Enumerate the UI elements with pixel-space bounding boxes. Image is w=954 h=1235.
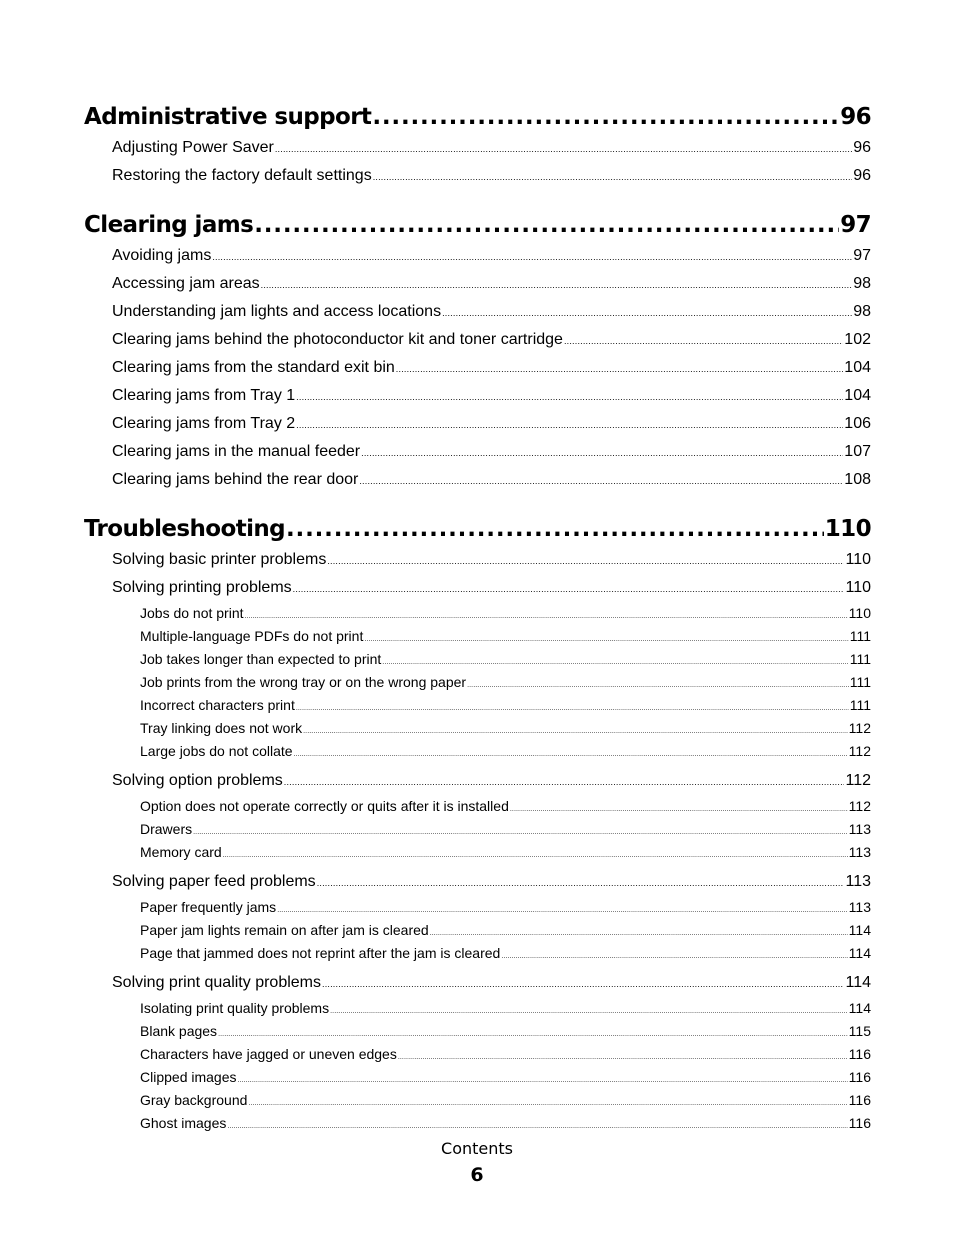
toc-dot-leader bbox=[223, 844, 848, 867]
toc-entry-title: Drawers bbox=[140, 821, 193, 837]
toc-dot-leader bbox=[296, 697, 849, 720]
toc-section bbox=[84, 410, 871, 438]
toc-dot-leader bbox=[359, 467, 843, 495]
toc-section bbox=[84, 969, 871, 997]
toc-entry-page: 116 bbox=[848, 1046, 871, 1062]
toc-entry-page: 116 bbox=[848, 1092, 871, 1108]
toc-dot-leader bbox=[373, 163, 853, 191]
toc-entry-title: Clearing jams in the manual feeder bbox=[112, 443, 361, 460]
toc-entry-title: Memory card bbox=[140, 844, 222, 860]
toc-entry-title: Solving paper feed problems bbox=[112, 873, 316, 890]
toc-dot-leader bbox=[286, 512, 824, 546]
toc-section bbox=[84, 868, 871, 896]
toc-entry-page: 113 bbox=[848, 844, 871, 860]
toc-entry-page: 107 bbox=[844, 443, 871, 460]
toc-section bbox=[84, 298, 871, 326]
toc-entry-title: Clearing jams from the standard exit bin bbox=[112, 359, 395, 376]
toc-dot-leader bbox=[398, 1046, 848, 1069]
toc-section bbox=[84, 162, 871, 190]
toc-subsection bbox=[84, 1043, 871, 1066]
toc-entry-title: Solving printing problems bbox=[112, 579, 292, 596]
toc-entry-page: 110 bbox=[824, 516, 871, 542]
toc-entry-page: 111 bbox=[849, 674, 871, 690]
toc-dot-leader bbox=[361, 439, 843, 467]
toc-entry-title: Job prints from the wrong tray or on the wrong paper bbox=[140, 674, 467, 690]
toc-dot-leader bbox=[294, 743, 848, 766]
toc-section bbox=[84, 242, 871, 270]
toc-dot-leader bbox=[238, 1069, 848, 1092]
toc-entry-page: 102 bbox=[844, 331, 871, 348]
toc-entry-page: 112 bbox=[848, 720, 871, 736]
toc-dot-leader bbox=[303, 720, 848, 743]
toc-section bbox=[84, 270, 871, 298]
toc-section bbox=[84, 466, 871, 494]
toc-dot-leader bbox=[501, 945, 847, 968]
toc-dot-leader bbox=[293, 575, 845, 603]
toc-entry-title: Incorrect characters print bbox=[140, 697, 295, 713]
toc-entry-page: 116 bbox=[848, 1069, 871, 1085]
toc-dot-leader bbox=[261, 271, 853, 299]
toc-entry-page: 106 bbox=[844, 415, 871, 432]
toc-entry-page: 114 bbox=[848, 1000, 871, 1016]
toc-entry-page: 110 bbox=[845, 551, 871, 568]
toc-dot-leader bbox=[330, 1000, 848, 1023]
toc-subsection bbox=[84, 1112, 871, 1135]
toc-dot-leader bbox=[327, 547, 844, 575]
toc-entry-title: Multiple-language PDFs do not print bbox=[140, 628, 364, 644]
toc-subsection bbox=[84, 671, 871, 694]
toc-dot-leader bbox=[364, 628, 848, 651]
toc-entry-title: Clearing jams behind the photoconductor kit and toner cartridge bbox=[112, 331, 563, 348]
toc-entry-title: Solving option problems bbox=[112, 772, 283, 789]
toc-dot-leader bbox=[317, 869, 845, 897]
toc-chapter bbox=[84, 100, 871, 134]
toc-entry-page: 110 bbox=[848, 605, 871, 621]
toc-entry-title: Clipped images bbox=[140, 1069, 237, 1085]
toc-entry-title: Jobs do not print bbox=[140, 605, 244, 621]
toc-entry-title: Blank pages bbox=[140, 1023, 218, 1039]
toc-dot-leader bbox=[396, 355, 844, 383]
toc-entry-title: Clearing jams from Tray 1 bbox=[112, 387, 296, 404]
toc-chapter bbox=[84, 512, 871, 546]
toc-entry-page: 110 bbox=[845, 579, 871, 596]
footer-label: Contents bbox=[441, 1139, 513, 1158]
toc-entry-page: 112 bbox=[848, 743, 871, 759]
toc-dot-leader bbox=[372, 100, 839, 134]
toc-chapter bbox=[84, 208, 871, 242]
toc-entry-page: 111 bbox=[849, 697, 871, 713]
toc-section bbox=[84, 438, 871, 466]
toc-entry-page: 112 bbox=[848, 798, 871, 814]
toc-entry-page: 96 bbox=[840, 104, 871, 130]
toc-entry-page: 97 bbox=[840, 212, 871, 238]
page-number: 6 bbox=[470, 1164, 484, 1186]
toc-dot-leader bbox=[212, 243, 852, 271]
toc-entry-title: Isolating print quality problems bbox=[140, 1000, 330, 1016]
toc-subsection bbox=[84, 1089, 871, 1112]
toc-subsection bbox=[84, 919, 871, 942]
toc-entry-page: 96 bbox=[853, 167, 871, 184]
toc-entry-page: 113 bbox=[845, 873, 871, 890]
toc-section bbox=[84, 382, 871, 410]
toc-entry-title: Gray background bbox=[140, 1092, 248, 1108]
toc-entry-title: Avoiding jams bbox=[112, 247, 212, 264]
toc-subsection bbox=[84, 694, 871, 717]
toc-entry-title: Option does not operate correctly or quits after it is installed bbox=[140, 798, 509, 814]
toc-subsection bbox=[84, 740, 871, 763]
toc-subsection bbox=[84, 1066, 871, 1089]
toc-entry-title: Solving print quality problems bbox=[112, 974, 321, 991]
toc-entry-title: Page that jammed does not reprint after the jam is cleared bbox=[140, 945, 501, 961]
toc-subsection bbox=[84, 1020, 871, 1043]
toc-entry-page: 108 bbox=[844, 471, 871, 488]
table-of-contents bbox=[84, 100, 871, 1135]
toc-subsection bbox=[84, 841, 871, 864]
toc-subsection bbox=[84, 625, 871, 648]
toc-entry-page: 104 bbox=[844, 387, 871, 404]
toc-entry-title: Understanding jam lights and access locations bbox=[112, 303, 442, 320]
toc-entry-title: Job takes longer than expected to print bbox=[140, 651, 382, 667]
toc-entry-page: 111 bbox=[849, 628, 871, 644]
toc-entry-title: Administrative support bbox=[84, 104, 372, 130]
toc-entry-page: 114 bbox=[848, 922, 871, 938]
toc-subsection bbox=[84, 602, 871, 625]
toc-entry-page: 115 bbox=[848, 1023, 871, 1039]
toc-entry-title: Clearing jams from Tray 2 bbox=[112, 415, 296, 432]
toc-entry-title: Solving basic printer problems bbox=[112, 551, 327, 568]
toc-subsection bbox=[84, 942, 871, 965]
toc-dot-leader bbox=[193, 821, 848, 844]
toc-dot-leader bbox=[275, 135, 852, 163]
toc-section bbox=[84, 326, 871, 354]
toc-section bbox=[84, 767, 871, 795]
toc-subsection bbox=[84, 818, 871, 841]
toc-subsection bbox=[84, 717, 871, 740]
toc-subsection bbox=[84, 896, 871, 919]
toc-entry-page: 96 bbox=[853, 139, 871, 156]
toc-section bbox=[84, 354, 871, 382]
toc-entry-page: 111 bbox=[849, 651, 871, 667]
toc-subsection bbox=[84, 795, 871, 818]
toc-entry-title: Troubleshooting bbox=[84, 516, 286, 542]
toc-dot-leader bbox=[296, 411, 843, 439]
toc-entry-title: Paper frequently jams bbox=[140, 899, 277, 915]
toc-dot-leader bbox=[227, 1115, 847, 1138]
toc-section bbox=[84, 574, 871, 602]
toc-entry-title: Adjusting Power Saver bbox=[112, 139, 274, 156]
toc-entry-page: 112 bbox=[845, 772, 871, 789]
toc-entry-page: 116 bbox=[848, 1115, 871, 1131]
toc-entry-title: Ghost images bbox=[140, 1115, 227, 1131]
toc-entry-page: 98 bbox=[853, 303, 871, 320]
toc-dot-leader bbox=[296, 383, 843, 411]
toc-dot-leader bbox=[467, 674, 849, 697]
page-footer bbox=[0, 1138, 954, 1190]
toc-entry-page: 113 bbox=[848, 899, 871, 915]
toc-dot-leader bbox=[254, 208, 839, 242]
toc-subsection bbox=[84, 997, 871, 1020]
toc-entry-page: 114 bbox=[848, 945, 871, 961]
toc-entry-page: 97 bbox=[853, 247, 871, 264]
toc-entry-page: 98 bbox=[853, 275, 871, 292]
toc-entry-title: Restoring the factory default settings bbox=[112, 167, 372, 184]
toc-entry-title: Paper jam lights remain on after jam is cleared bbox=[140, 922, 429, 938]
toc-dot-leader bbox=[564, 327, 843, 355]
toc-entry-page: 113 bbox=[848, 821, 871, 837]
toc-dot-leader bbox=[510, 798, 848, 821]
toc-section bbox=[84, 134, 871, 162]
toc-entry-title: Tray linking does not work bbox=[140, 720, 303, 736]
toc-entry-title: Large jobs do not collate bbox=[140, 743, 293, 759]
toc-entry-title: Accessing jam areas bbox=[112, 275, 260, 292]
toc-entry-title: Clearing jams behind the rear door bbox=[112, 471, 359, 488]
toc-dot-leader bbox=[442, 299, 852, 327]
toc-entry-page: 114 bbox=[845, 974, 871, 991]
toc-dot-leader bbox=[322, 970, 844, 998]
toc-entry-title: Clearing jams bbox=[84, 212, 254, 238]
toc-entry-title: Characters have jagged or uneven edges bbox=[140, 1046, 397, 1062]
toc-dot-leader bbox=[248, 1092, 847, 1115]
toc-section bbox=[84, 546, 871, 574]
toc-dot-leader bbox=[284, 768, 845, 796]
toc-entry-page: 104 bbox=[844, 359, 871, 376]
toc-subsection bbox=[84, 648, 871, 671]
